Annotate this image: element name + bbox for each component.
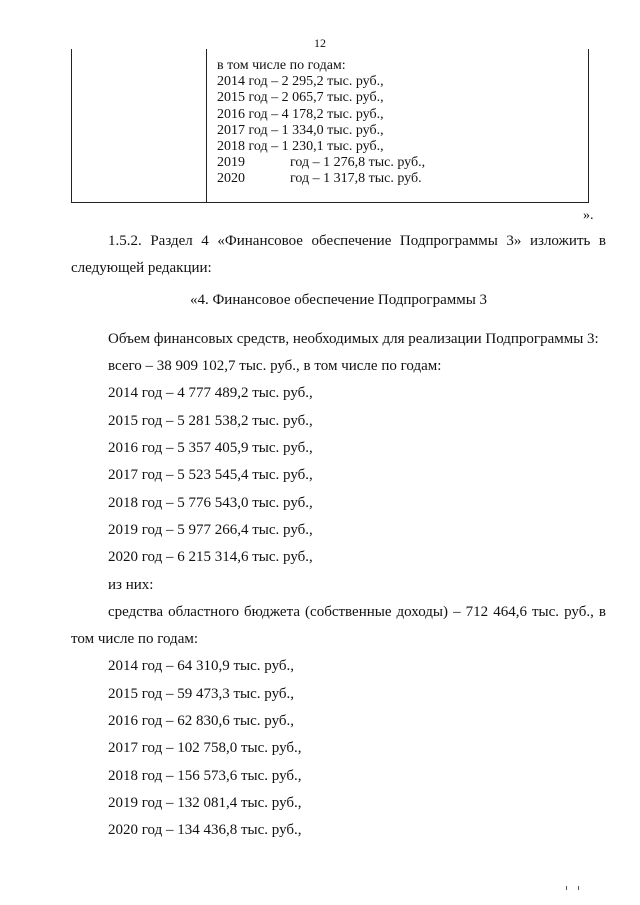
list-item: 2016 год – 62 830,6 тыс. руб.,: [108, 713, 295, 730]
list-item: 2020 год – 134 436,8 тыс. руб.,: [108, 822, 302, 839]
list-item: 2016 год – 5 357 405,9 тыс. руб.,: [108, 440, 313, 457]
volume-paragraph: Объем финансовых средств, необходимых для реализации Подпрограммы 3:: [108, 330, 599, 347]
regional-budget-paragraph: средства областного бюджета (собственные доходы) – 712 464,6 тыс. руб., в том числе по годам:: [71, 603, 606, 648]
table-row: 2017 год – 1 334,0 тыс. руб.,: [217, 122, 384, 138]
closing-quote: ».: [583, 208, 594, 223]
table-column-divider: [206, 49, 207, 202]
table-row-year: 2020: [217, 171, 245, 187]
scan-mark: [566, 886, 580, 890]
table-row-year: 2019: [217, 155, 245, 171]
list-item: 2014 год – 4 777 489,2 тыс. руб.,: [108, 385, 313, 402]
list-item: 2017 год – 5 523 545,4 тыс. руб.,: [108, 467, 313, 484]
list-item: 2017 год – 102 758,0 тыс. руб.,: [108, 740, 302, 757]
document-body: [71, 228, 606, 845]
list-item: 2019 год – 132 081,4 тыс. руб.,: [108, 794, 302, 811]
table-row-2020: [217, 171, 425, 187]
list-item: 2019 год – 5 977 266,4 тыс. руб.,: [108, 521, 313, 538]
table-row: 2016 год – 4 178,2 тыс. руб.,: [217, 106, 384, 122]
of-them-label: из них:: [108, 576, 154, 593]
table-row: 2015 год – 2 065,7 тыс. руб.,: [217, 90, 384, 106]
table-row: 2018 год – 1 230,1 тыс. руб.,: [217, 139, 384, 155]
list-item: 2015 год – 59 473,3 тыс. руб.,: [108, 685, 295, 702]
table-row-amount: год – 1 317,8 тыс. руб.: [290, 171, 422, 187]
list-item: 2020 год – 6 215 314,6 тыс. руб.,: [108, 549, 313, 566]
list-item: 2018 год – 156 573,6 тыс. руб.,: [108, 767, 302, 784]
table-row-amount: год – 1 276,8 тыс. руб.,: [290, 155, 426, 171]
list-item: 2015 год – 5 281 538,2 тыс. руб.,: [108, 412, 313, 429]
table-cell-years: [217, 58, 425, 188]
section-heading: «4. Финансовое обеспечение Подпрограммы 3: [189, 291, 488, 308]
page-number: 12: [314, 36, 326, 50]
list-item: 2018 год – 5 776 543,0 тыс. руб.,: [108, 494, 313, 511]
table-intro: в том числе по годам:: [217, 58, 346, 73]
amendment-paragraph: 1.5.2. Раздел 4 «Финансовое обеспечение Подпрограммы 3» изложить в следующей редакции:: [71, 233, 606, 277]
funding-table-fragment: [71, 49, 589, 203]
table-row-2019: [217, 155, 425, 171]
total-line: всего – 38 909 102,7 тыс. руб., в том числе по годам:: [108, 358, 442, 375]
list-item: 2014 год – 64 310,9 тыс. руб.,: [108, 658, 295, 675]
table-row: 2014 год – 2 295,2 тыс. руб.,: [217, 74, 384, 90]
